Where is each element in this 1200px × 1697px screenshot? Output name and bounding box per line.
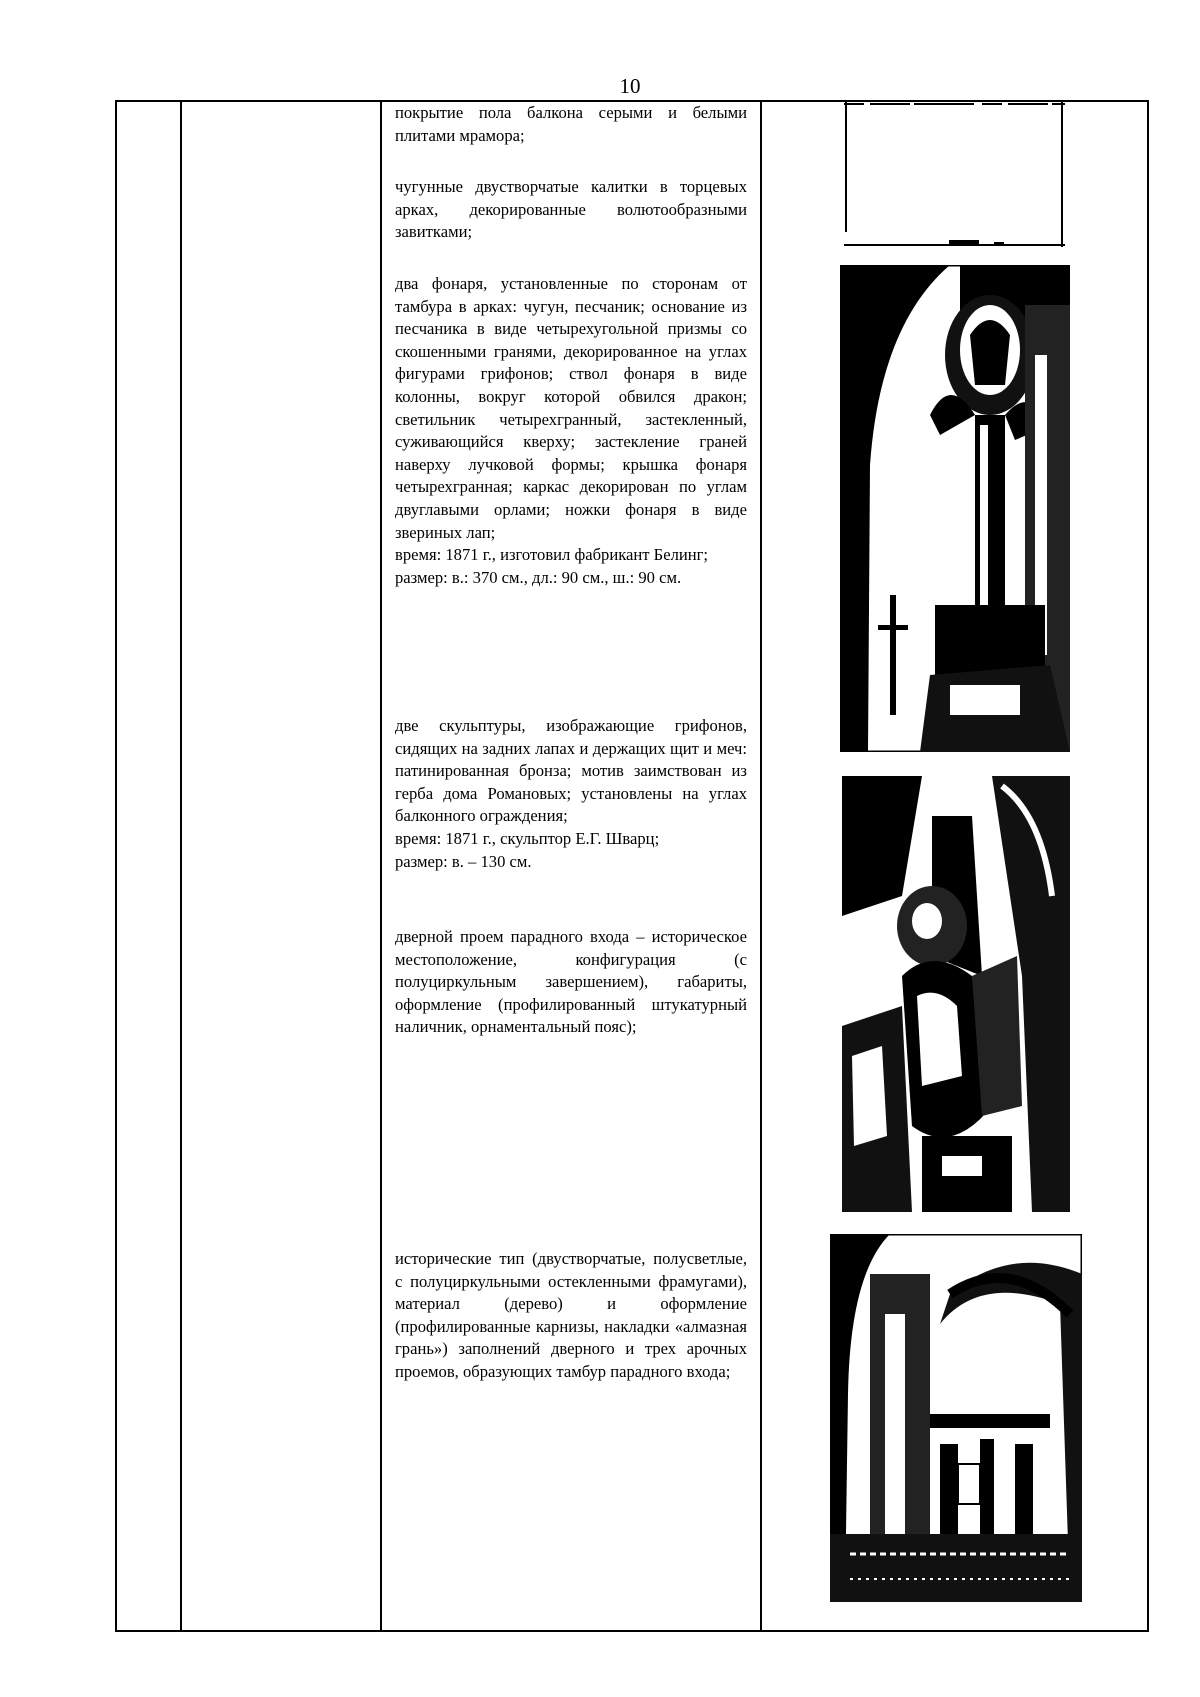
- column-divider: [380, 102, 382, 1630]
- description-floor: покрытие пола балкона серыми и белыми плитами мрамора;: [395, 103, 747, 145]
- lantern-photo: [840, 265, 1070, 752]
- entrance-tambour-photo: [830, 1234, 1082, 1602]
- griffin-sculpture-photo: [842, 776, 1070, 1212]
- page-number: 10: [619, 74, 641, 98]
- heritage-table: [115, 100, 1149, 1632]
- column-divider: [760, 102, 762, 1630]
- column-divider: [180, 102, 182, 1630]
- balcony-floor-photo: [844, 102, 1065, 252]
- description-doorway: дверной проем парадного входа – историческое местоположение, конфигурация (с полуциркульным завершением), габариты, оформление (профилированный штукатурный наличник, орнаментальный пояс);: [395, 927, 747, 1037]
- description-gates: чугунные двустворчатые калитки в торцевых арках, декорированные волютообразными завитками;: [395, 177, 747, 242]
- description-griffins: две скульптуры, изображающие грифонов, сидящих на задних лапах и держащих щит и меч: патинированная бронза; мотив заимствован из герба дома Романовых; установлены на углах балконного ограждения; время: 1871 г., скульптор Е.Г. Шварц; размер: в. – 130 см.: [395, 716, 747, 871]
- description-lanterns: два фонаря, установленные по сторонам от тамбура в арках: чугун, песчаник; основание из песчаника в виде четырехугольной призмы со скошенными гранями, декорированное на углах фигурами грифонов; ствол фонаря в виде колонны, вокруг которой обвился дракон; светильник четырехгранный, застекленный, суживающийся кверху; застекление граней наверху лучковой формы; крышка фонаря четырехгранная; каркас декорирован по углам двуглавыми орлами; ножки фонаря в виде звериных лап; время: 1871 г., изготовил фабрикант Белинг; размер: в.: 370 см., дл.: 90 см., ш.: 90 см.: [395, 274, 747, 587]
- description-doors: исторические тип (двустворчатые, полусветлые, с полуциркульными остекленными фрамугами), материал (дерево) и оформление (профилированные карнизы, накладки «алмазная грань») заполнений дверного и трех арочных проемов, образующих тамбур парадного входа;: [395, 1249, 747, 1381]
